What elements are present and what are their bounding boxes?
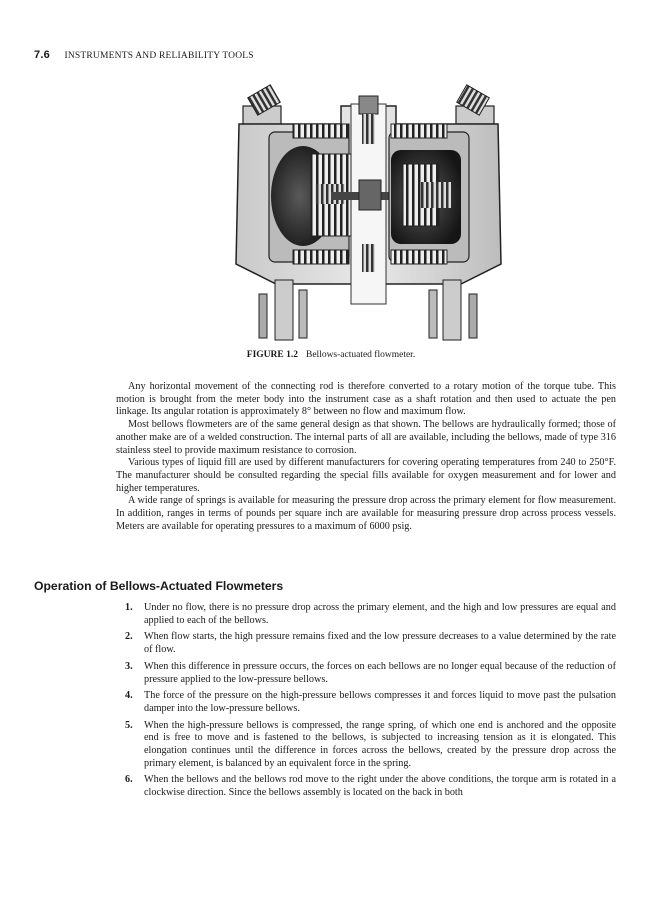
figure-label: FIGURE 1.2 — [246, 350, 298, 360]
list-item — [125, 690, 616, 715]
step-number: 6. — [125, 774, 133, 786]
paragraph: A wide range of springs is available for measuring the pressure drop across the primary element for flow measurement. In addition, ranges in terms of pounds per square inch are available for measuring pressure drop across process vessels. Meters are available for operating pressures to a maximum of 6000 psig. — [116, 495, 616, 532]
step-number: 4. — [125, 690, 133, 702]
list-item — [125, 661, 616, 686]
running-header — [34, 49, 254, 61]
paragraph: Various types of liquid fill are used by different manufacturers for covering operating temperatures from 240 to 250°F. The manufacturer should be consulted regarding the special fills available for oxygen measurement and for lower and higher temperatures. — [116, 457, 616, 494]
step-text: When the high-pressure bellows is compressed, the range spring, of which one end is anchored and the opposite end is free to move and is fastened to the bellows, is subjected to increasing tension as it is elongated. This elongation continues until the difference in forces across the bellows, created by the pressure drop across the primary element, is balanced by an equivalent force in the spring. — [144, 719, 616, 769]
figure-caption-text: Bellows-actuated flowmeter. — [305, 350, 416, 360]
step-number: 1. — [125, 602, 133, 613]
step-text: When the bellows and the bellows rod move to the right under the above conditions, the torque arm is rotated in a clockwise direction. Since the bellows assembly is located on the back in both — [144, 774, 616, 799]
top-left-fitting — [243, 85, 281, 124]
operation-steps-list — [125, 602, 616, 804]
top-right-fitting — [456, 85, 494, 124]
running-title: INSTRUMENTS AND RELIABILITY TOOLS — [64, 51, 254, 61]
bottom-right-fitting — [429, 280, 477, 340]
bellows-flowmeter-illustration — [231, 84, 506, 342]
step-number: 5. — [125, 719, 133, 731]
paragraph: Any horizontal movement of the connecting rod is therefore converted to a rotary motion of the torque tube. This motion is brought from the meter body into the instrument case as a shaft rotation and then used to actuate the pen linkage. Its angular rotation is approximately 8° between no flow and maximum flow. — [116, 381, 616, 418]
list-item — [125, 631, 616, 656]
list-item — [125, 774, 616, 799]
step-number: 3. — [125, 660, 133, 672]
step-text: Under no flow, there is no pressure drop across the primary element, and the high and low pressures are equal and applied to each of the bellows. — [144, 602, 616, 626]
bottom-left-fitting — [259, 280, 307, 340]
list-item — [125, 602, 616, 627]
step-number: 2. — [125, 631, 133, 643]
body-text — [116, 381, 616, 533]
figure-caption — [0, 350, 662, 360]
page-number: 7.6 — [34, 49, 50, 61]
section-heading: Operation of Bellows-Actuated Flowmeters — [34, 579, 284, 593]
paragraph: Most bellows flowmeters are of the same general design as that shown. The bellows are hydraulically formed; those of another make are of a welded construction. The internal parts of all are available, including the bellows, made of type 316 stainless steel to provide maximum resistance to corrosion. — [116, 419, 616, 456]
step-text: The force of the pressure on the high-pressure bellows compresses it and forces liquid to move past the pulsation damper into the low-pressure bellows. — [144, 690, 616, 714]
step-text: When this difference in pressure occurs, the forces on each bellows are no longer equal because of the reduction of pressure applied to the low-pressure bellows. — [144, 660, 616, 685]
step-text: When flow starts, the high pressure remains fixed and the low pressure decreases to a value determined by the rate of flow. — [144, 631, 616, 656]
list-item — [125, 720, 616, 771]
